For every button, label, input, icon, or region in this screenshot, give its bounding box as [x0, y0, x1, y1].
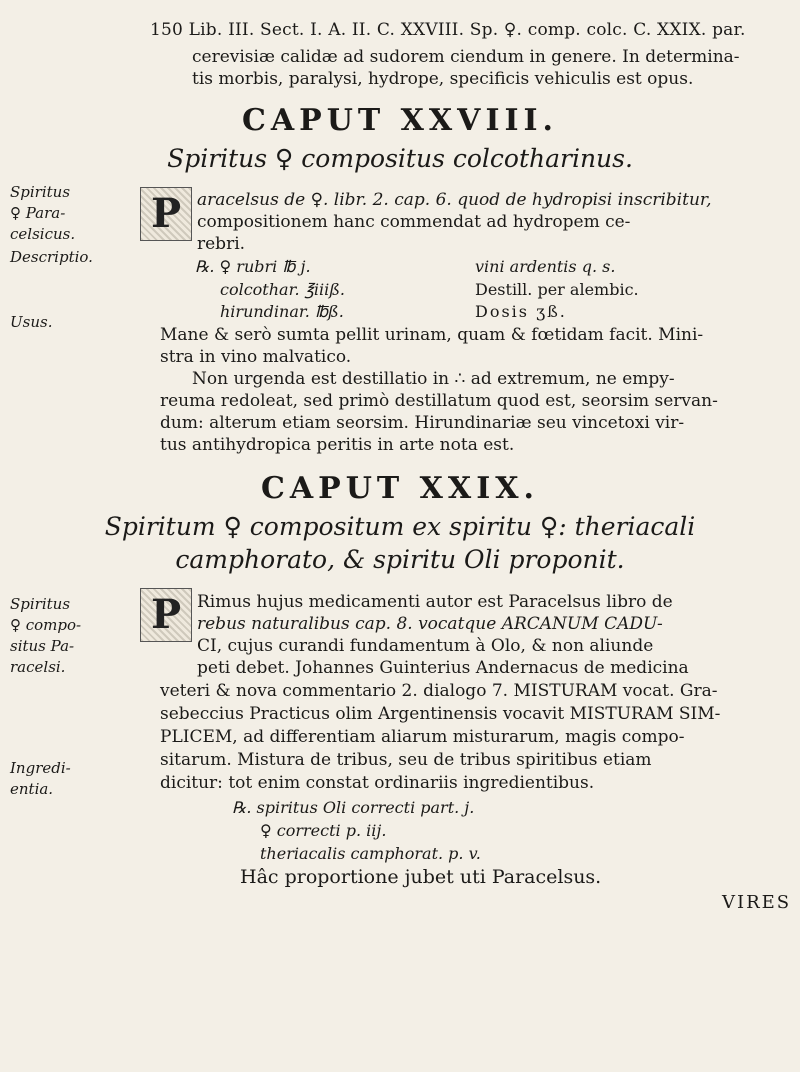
chapter-29-line: peti debet. Johannes Guinterius Andernacus de medicina — [197, 658, 689, 678]
chapter-28-usus-line: reuma redoleat, sed primò destillatum quod est, seorsim servan- — [160, 391, 718, 411]
recipe-29-item: theriacalis camphorat. p. v. — [260, 844, 481, 863]
chapter-28-usus-line: Non urgenda est destillatio in ∴ ad extremum, ne empy- — [192, 369, 675, 389]
recipe-28-item: hirundinar. ℔ß. — [220, 302, 344, 321]
chapter-28-usus-line: dum: alterum etiam seorsim. Hirundinariæ seu vincetoxi vir- — [160, 413, 685, 433]
margin-note-spiritus-compositus: Spiritus ♀ compo- situs Pa- racelsi. — [10, 595, 82, 676]
chapter-29-subtitle-line-1: Spiritum ♀ compositum ex spiritu ♀: theriacali — [104, 512, 696, 541]
intro-line-2: tis morbis, paralysi, hydrope, specificis vehiculis est opus. — [192, 69, 694, 89]
chapter-28-line-2: compositionem hanc commendat ad hydropem ce- — [197, 212, 631, 232]
recipe-28-item: vini ardentis q. s. — [475, 257, 616, 276]
chapter-28-subtitle: Spiritus ♀ compositus colcotharinus. — [167, 144, 633, 173]
chapter-29-subtitle-line-2: camphorato, & spiritu Oli proponit. — [175, 545, 625, 574]
margin-note-usus: Usus. — [10, 313, 53, 331]
recipe-29-item: ♀ correcti p. iij. — [260, 821, 387, 840]
chapter-28-usus-line: Mane & serò sumta pellit urinam, quam & fœtidam facit. Mini- — [160, 325, 704, 345]
recipe-28-item: ℞. ♀ rubri ℔ j. — [195, 257, 311, 276]
margin-note-descriptio: Descriptio. — [10, 248, 93, 266]
chapter-29-line: PLICEM, ad differentiam aliarum misturarum, magis compo- — [160, 727, 685, 747]
chapter-29-line: veteri & nova commentario 2. dialogo 7. MISTURAM vocat. Gra- — [160, 681, 718, 701]
chapter-29-line: Rimus hujus medicamenti autor est Paracelsus libro de — [197, 592, 673, 612]
chapter-29-line: sitarum. Mistura de tribus, seu de tribus spiritibus etiam — [160, 750, 652, 770]
intro-line-1: cerevisiæ calidæ ad sudorem ciendum in genere. In determina- — [192, 47, 740, 67]
chapter-29-closing: Hâc proportione jubet uti Paracelsus. — [240, 866, 602, 888]
chapter-28-line-3: rebri. — [197, 234, 246, 254]
recipe-28-item: colcothar. ℥iiiß. — [220, 280, 346, 299]
chapter-29-line: rebus naturalibus cap. 8. vocatque ARCANUM CADU- — [197, 614, 663, 634]
recipe-29-item: ℞. spiritus Oli correcti part. j. — [232, 798, 475, 817]
chapter-29-line: sebeccius Practicus olim Argentinensis vocavit MISTURAM SIM- — [160, 704, 721, 724]
running-header: 150 Lib. III. Sect. I. A. II. C. XXVIII. Sp. ♀. comp. colc. C. XXIX. par. — [150, 20, 746, 40]
chapter-29-line: dicitur: tot enim constat ordinariis ingredientibus. — [160, 773, 595, 793]
margin-note-spiritus-paracelsicus: Spiritus ♀ Para- celsicus. — [10, 183, 76, 243]
chapter-28-usus-line: tus antihydropica peritis in arte nota est. — [160, 435, 515, 455]
decorated-initial-icon: P — [140, 588, 192, 642]
recipe-28-item: Dosis ʒß. — [475, 302, 567, 321]
chapter-29-line: CI, cujus curandi fundamentum à Olo, & non aliunde — [197, 636, 654, 656]
chapter-28-line-1: aracelsus de ♀. libr. 2. cap. 6. quod de hydropisi inscribitur, — [197, 190, 712, 210]
chapter-28-heading: CAPUT XXVIII. — [241, 103, 558, 138]
chapter-29-heading: CAPUT XXIX. — [261, 471, 539, 506]
catchword: VIRES — [722, 892, 792, 913]
recipe-28-item: Destill. per alembic. — [475, 280, 639, 299]
margin-note-ingredientia: Ingredi- entia. — [10, 759, 71, 798]
decorated-initial-icon: P — [140, 187, 192, 241]
chapter-28-usus-line: stra in vino malvatico. — [160, 347, 352, 367]
